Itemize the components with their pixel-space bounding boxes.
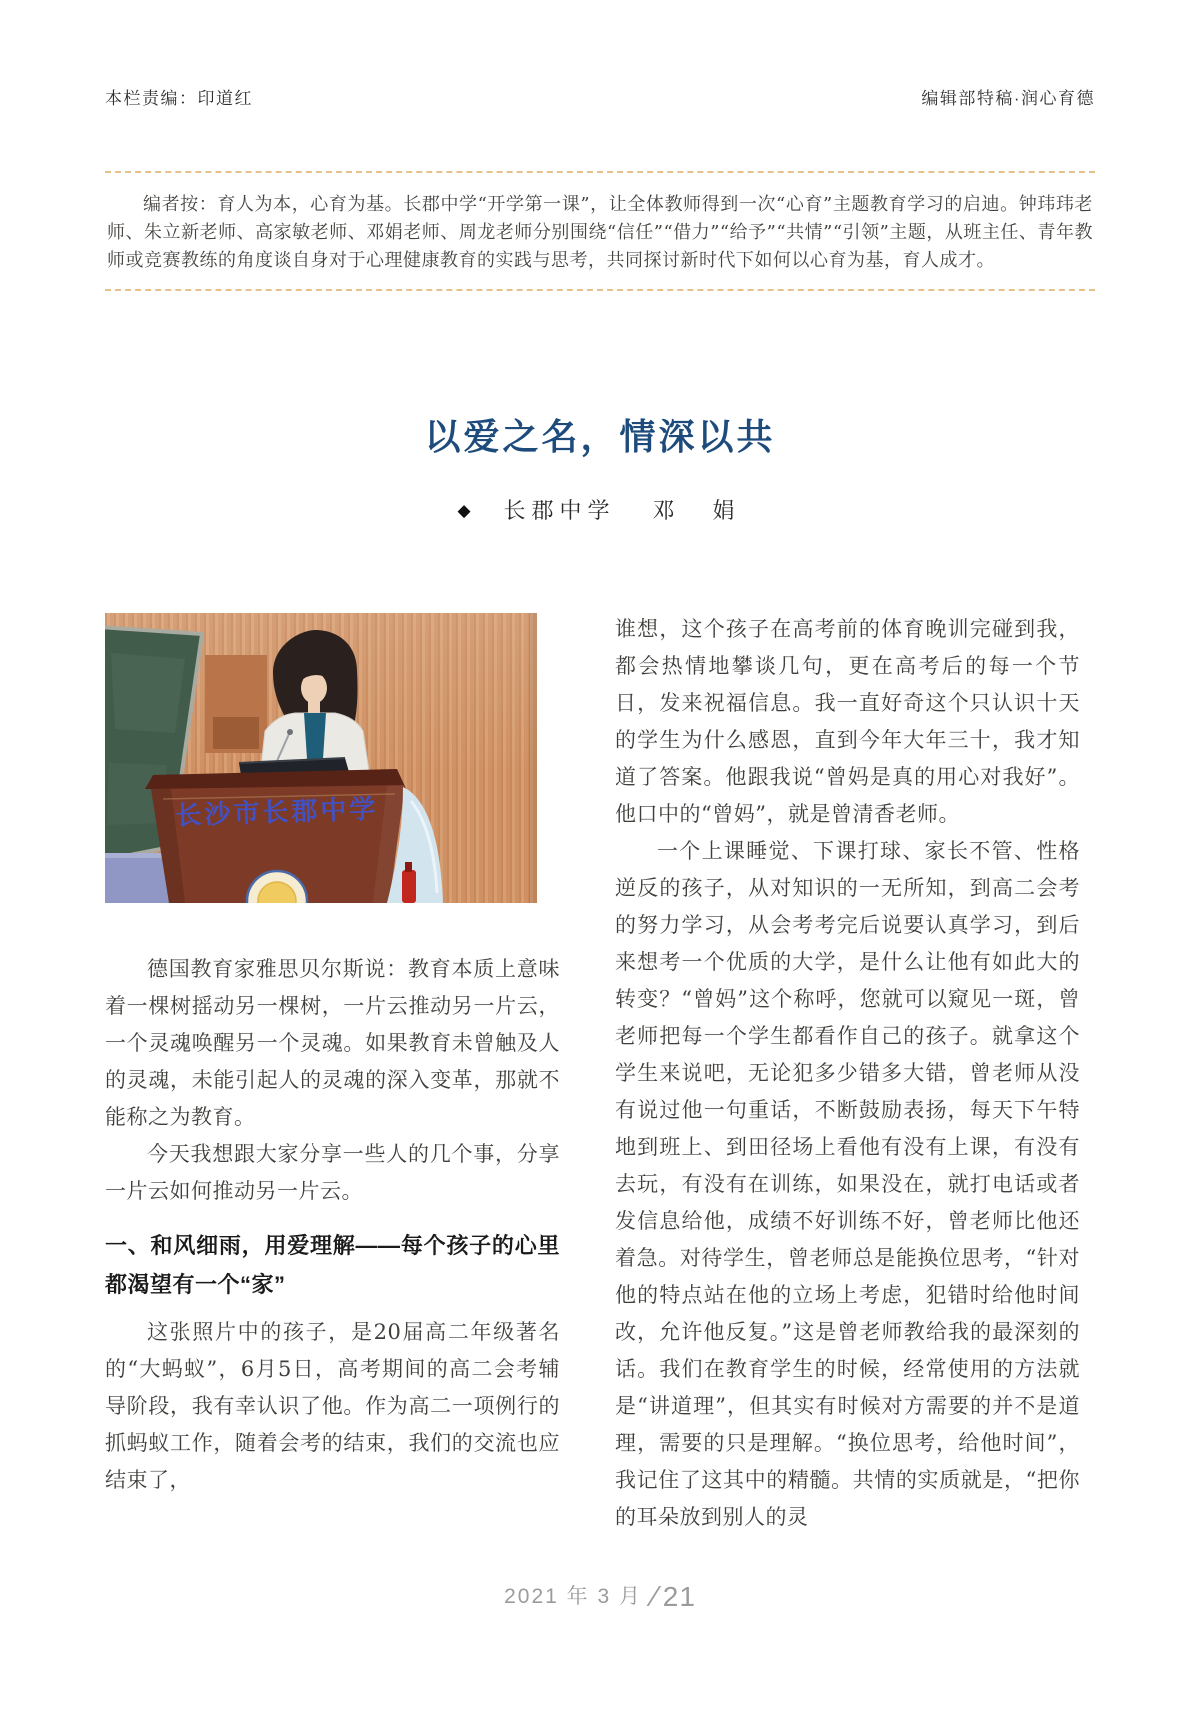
- section-label: 编辑部特稿·润心育德: [921, 89, 1095, 108]
- article-title: 以爱之名，情深以共: [424, 416, 776, 458]
- article-photo: [105, 613, 537, 903]
- byline-author: 邓 娟: [652, 499, 743, 524]
- footer-date: 2021 年 3 月: [504, 1585, 642, 1608]
- page-footer: [0, 1580, 1200, 1614]
- byline-school: 长郡中学: [503, 499, 616, 524]
- footer-slash: ∕: [652, 1581, 658, 1613]
- footer-page-number: 21: [662, 1581, 696, 1612]
- right-column: [615, 611, 1080, 1536]
- paragraph: 德国教育家雅思贝尔斯说：教育本质上意味着一棵树摇动另一棵树，一片云推动另一片云，一个灵魂唤醒另一个灵魂。如果教育未曾触及人的灵魂，未能引起人的灵魂的深入变革，那就不能称之为教育。: [105, 957, 560, 1129]
- paragraph: 谁想，这个孩子在高考前的体育晚训完碰到我，都会热情地攀谈几句，更在高考后的每一个节日，发来祝福信息。我一直好奇这个只认识十天的学生为什么感恩，直到今年大年三十，我才知道了答案。他跟我说“曾妈是真的用心对我好”。他口中的“曾妈”，就是曾清香老师。: [615, 617, 1080, 826]
- photo-illustration: [105, 613, 537, 903]
- wall-panel: [205, 655, 267, 753]
- podium-text: 长沙市长郡中学: [174, 794, 379, 832]
- page-header: [105, 84, 1095, 109]
- podium: [145, 769, 407, 903]
- byline: [105, 494, 1095, 525]
- page-content: [105, 84, 1095, 1536]
- paragraph: 一个上课睡觉、下课打球、家长不管、性格逆反的孩子，从对知识的一无所知，到高二会考的努力学习，从会考考完后说要认真学习，到后来想考一个优质的大学，是什么让他有如此大的转变？“曾妈”这个称呼，您就可以窥见一斑，曾老师把每一个学生都看作自己的孩子。就拿这个学生来说吧，无论犯多少错多大错，曾老师从没有说过他一句重话，不断鼓励表扬，每天下午特地到班上、到田径场上看他有没有上课，有没有去玩，有没有在训练，如果没在，就打电话或者发信息给他，成绩不好训练不好，曾老师比他还着急。对待学生，曾老师总是能换位思考，“针对他的特点站在他的立场上考虑，犯错时给他时间改，允许他反复。”这是曾老师教给我的最深刻的话。我们在教育学生的时候，经常使用的方法就是“讲道理”，但其实有时候对方需要的并不是道理，需要的只是理解。“换位思考，给他时间”，我记住了这其中的精髓。共情的实质就是，“把你的耳朵放到别人的灵: [615, 839, 1080, 1529]
- left-column: [105, 611, 560, 1536]
- paragraph: 这张照片中的孩子，是20届高二年级著名的“大蚂蚁”，6月5日，高考期间的高二会考辅导阶段，我有幸认识了他。作为高二一项例行的抓蚂蚁工作，随着会考的结束，我们的交流也应结束了，: [105, 1320, 560, 1492]
- section-heading-1: 一、和风细雨，用爱理解——每个孩子的心里都渴望有一个“家”: [105, 1233, 560, 1297]
- column-editor-label: 本栏责编：印道红: [105, 89, 253, 108]
- editor-note-text: 编者按：育人为本，心育为基。长郡中学“开学第一课”，让全体教师得到一次“心育”主题教育学习的启迪。钟玮玮老师、朱立新老师、高家敏老师、邓娟老师、周龙老师分别围绕“信任”“借力”“给予”“共情”“引领”主题，从班主任、青年教师或竞赛教练的角度谈自身对于心理健康教育的实践与思考，共同探讨新时代下如何以心育为基，育人成才。: [107, 194, 1093, 271]
- diamond-icon: ◆: [457, 501, 471, 521]
- editor-note-box: [105, 171, 1095, 291]
- paragraph: 今天我想跟大家分享一些人的几个事，分享一片云如何推动另一片云。: [105, 1142, 560, 1203]
- article-columns: [105, 611, 1095, 1536]
